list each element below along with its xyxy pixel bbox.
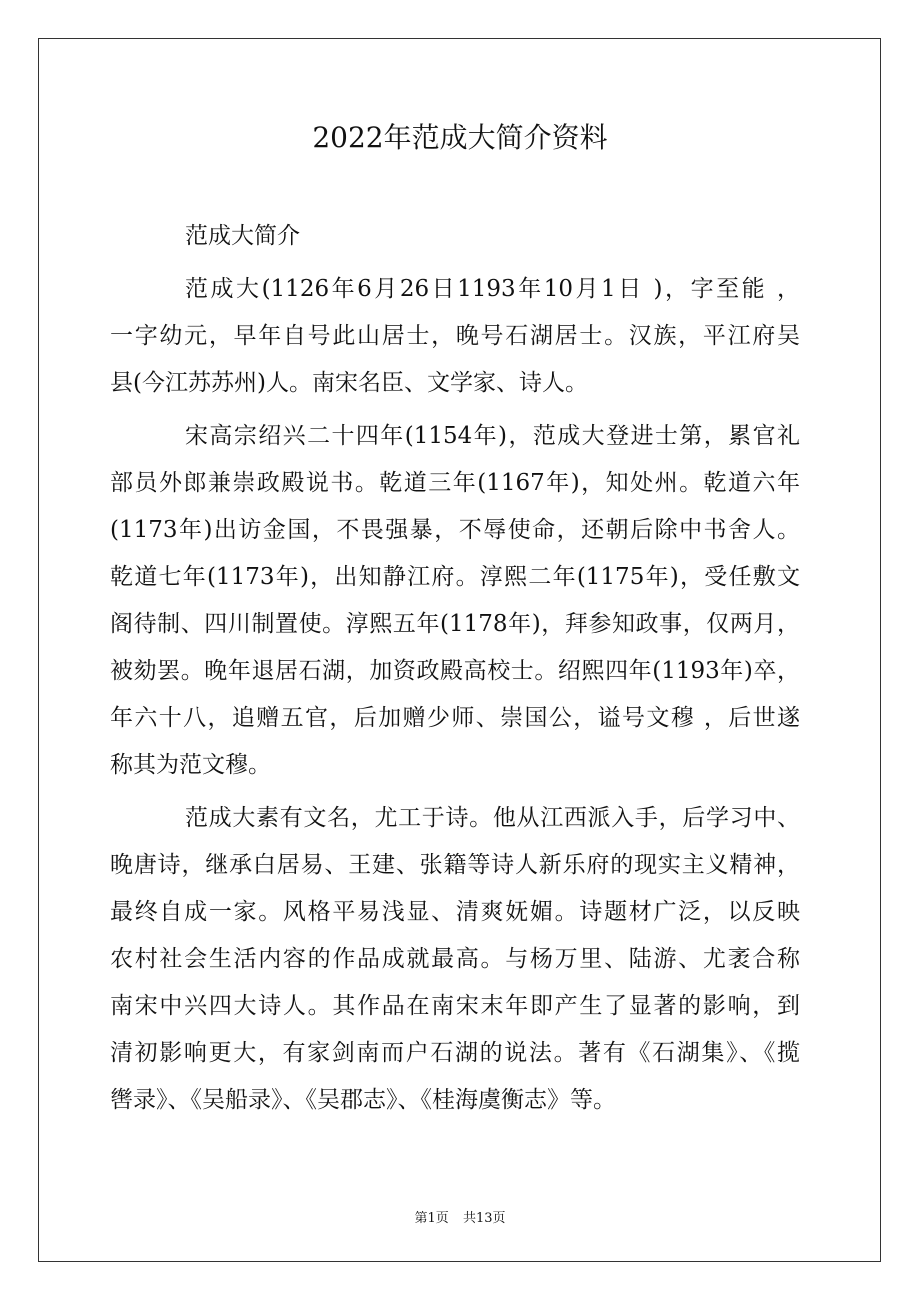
text-line: (1173年)出访金国，不畏强暴，不辱使命，还朝后除中书舍人。 (110, 517, 800, 543)
text-line: 南宋中兴四大诗人。其作品在南宋末年即产生了显著的影响，到 (110, 993, 800, 1019)
text-line: 范成大素有文名，尤工于诗。他从江西派入手，后学习中、 (185, 805, 800, 831)
paragraph (110, 266, 800, 407)
document-body (110, 213, 800, 1130)
text-line: 被劾罢。晚年退居石湖，加资政殿高校士。绍熙四年(1193年)卒， (110, 658, 800, 684)
page-number: 第1页 (414, 1211, 449, 1226)
text-line: 称其为范文穆。 (110, 752, 271, 778)
section-heading (110, 213, 800, 260)
page-footer (0, 1207, 920, 1226)
text-line: 农村社会生活内容的作品成就最高。与杨万里、陆游、尤袤合称 (110, 946, 800, 972)
paragraph (110, 795, 800, 1124)
text-line: 最终自成一家。风格平易浅显、清爽妩媚。诗题材广泛，以反映 (110, 899, 800, 925)
text-line: 范成大(1126年6月26日1193年10月1日 )，字至能 ， (185, 276, 800, 302)
text-line: 一字幼元，早年自号此山居士，晚号石湖居士。汉族，平江府吴 (110, 323, 800, 349)
text-line: 晚唐诗，继承白居易、王建、张籍等诗人新乐府的现实主义精神， (110, 852, 800, 878)
page-total: 共13页 (462, 1211, 506, 1226)
text-line: 宋高宗绍兴二十四年(1154年)，范成大登进士第，累官礼 (185, 423, 800, 449)
text-line: 阁待制、四川制置使。淳熙五年(1178年)，拜参知政事，仅两月， (110, 611, 800, 637)
text-line: 乾道七年(1173年)，出知静江府。淳熙二年(1175年)，受任敷文 (110, 564, 800, 590)
text-line: 辔录》、《吴船录》、《吴郡志》、《桂海虞衡志》等。 (110, 1087, 616, 1113)
text-line: 县(今江苏苏州)人。南宋名臣、文学家、诗人。 (110, 370, 588, 396)
document-title: 2022年范成大简介资料 (312, 121, 608, 154)
text-line: 年六十八，追赠五官，后加赠少师、崇国公，谥号文穆 ，后世遂 (110, 705, 800, 731)
text-line: 范成大简介 (185, 223, 300, 249)
paragraph (110, 413, 800, 789)
text-line: 部员外郎兼崇政殿说书。乾道三年(1167年)，知处州。乾道六年 (110, 470, 800, 496)
text-line: 清初影响更大，有家剑南而户石湖的说法。著有《石湖集》、《揽 (110, 1040, 800, 1066)
